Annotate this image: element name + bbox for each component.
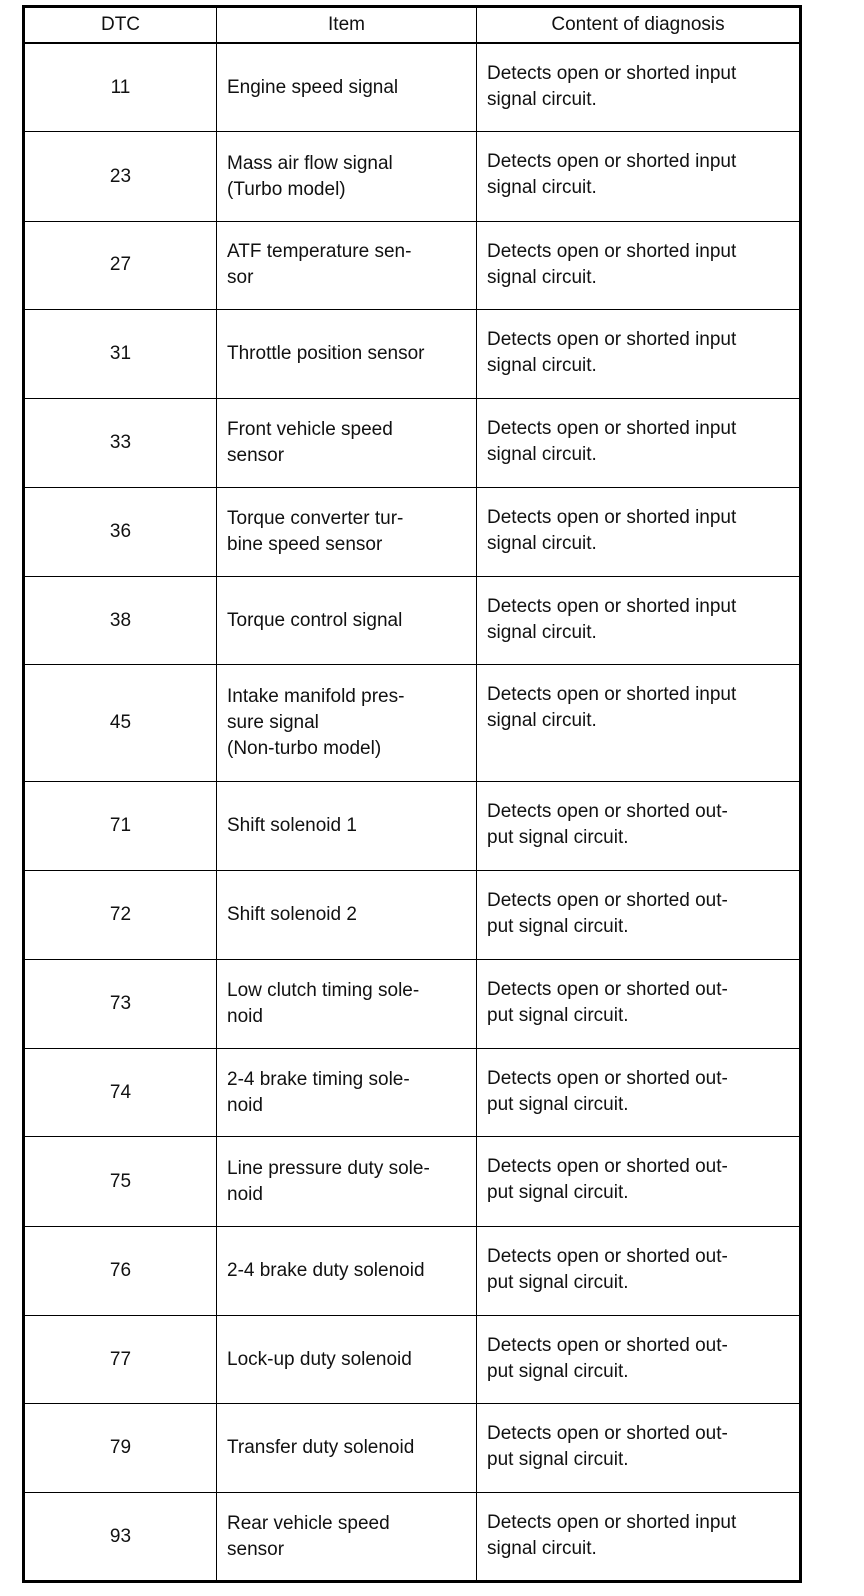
dtc-item: Shift solenoid 1 bbox=[217, 781, 477, 871]
dtc-item: Lock-up duty solenoid bbox=[217, 1315, 477, 1404]
dtc-code: 45 bbox=[24, 665, 217, 781]
dtc-item: Torque converter tur- bine speed sensor bbox=[217, 487, 477, 576]
dtc-content: Detects open or shorted input signal circuit. bbox=[477, 309, 801, 399]
table-header-row bbox=[24, 7, 801, 44]
dtc-code: 76 bbox=[24, 1227, 217, 1316]
dtc-item: ATF temperature sen- sor bbox=[217, 221, 477, 309]
table-row bbox=[24, 221, 801, 309]
dtc-code: 11 bbox=[24, 43, 217, 132]
dtc-code: 77 bbox=[24, 1315, 217, 1404]
dtc-item: Mass air flow signal (Turbo model) bbox=[217, 132, 477, 222]
dtc-code: 31 bbox=[24, 309, 217, 399]
table-row bbox=[24, 665, 801, 781]
dtc-item: 2-4 brake duty solenoid bbox=[217, 1227, 477, 1316]
dtc-item: Rear vehicle speed sensor bbox=[217, 1493, 477, 1582]
dtc-code: 23 bbox=[24, 132, 217, 222]
table-row bbox=[24, 1315, 801, 1404]
dtc-item: Shift solenoid 2 bbox=[217, 871, 477, 960]
dtc-code: 36 bbox=[24, 487, 217, 576]
dtc-item: Torque control signal bbox=[217, 576, 477, 665]
dtc-item: Low clutch timing sole- noid bbox=[217, 959, 477, 1048]
dtc-code: 38 bbox=[24, 576, 217, 665]
dtc-content: Detects open or shorted out- put signal circuit. bbox=[477, 871, 801, 960]
dtc-content: Detects open or shorted input signal circuit. bbox=[477, 1493, 801, 1582]
table-row bbox=[24, 781, 801, 871]
table-row bbox=[24, 871, 801, 960]
dtc-code: 33 bbox=[24, 399, 217, 488]
dtc-item: Transfer duty solenoid bbox=[217, 1404, 477, 1493]
dtc-content: Detects open or shorted out- put signal circuit. bbox=[477, 959, 801, 1048]
table-row bbox=[24, 959, 801, 1048]
table-row bbox=[24, 487, 801, 576]
dtc-code: 74 bbox=[24, 1048, 217, 1137]
dtc-content: Detects open or shorted out- put signal circuit. bbox=[477, 781, 801, 871]
table-row bbox=[24, 132, 801, 222]
dtc-code: 27 bbox=[24, 221, 217, 309]
dtc-item: 2-4 brake timing sole- noid bbox=[217, 1048, 477, 1137]
dtc-code: 93 bbox=[24, 1493, 217, 1582]
table-row bbox=[24, 1048, 801, 1137]
dtc-code: 71 bbox=[24, 781, 217, 871]
dtc-table bbox=[22, 5, 802, 1583]
dtc-content: Detects open or shorted input signal circuit. bbox=[477, 132, 801, 222]
header-item: Item bbox=[217, 7, 477, 44]
header-content: Content of diagnosis bbox=[477, 7, 801, 44]
dtc-code: 79 bbox=[24, 1404, 217, 1493]
dtc-content: Detects open or shorted input signal circuit. bbox=[477, 576, 801, 665]
dtc-item: Throttle position sensor bbox=[217, 309, 477, 399]
dtc-content: Detects open or shorted out- put signal circuit. bbox=[477, 1048, 801, 1137]
dtc-content: Detects open or shorted input signal circuit. bbox=[477, 43, 801, 132]
dtc-content: Detects open or shorted out- put signal circuit. bbox=[477, 1227, 801, 1316]
table-row bbox=[24, 576, 801, 665]
table-row bbox=[24, 309, 801, 399]
dtc-content: Detects open or shorted out- put signal circuit. bbox=[477, 1315, 801, 1404]
dtc-content: Detects open or shorted input signal circuit. bbox=[477, 665, 801, 781]
table-row bbox=[24, 1404, 801, 1493]
dtc-code: 73 bbox=[24, 959, 217, 1048]
table-body bbox=[24, 43, 801, 1582]
table-row bbox=[24, 1137, 801, 1227]
dtc-item: Line pressure duty sole- noid bbox=[217, 1137, 477, 1227]
dtc-content: Detects open or shorted input signal circuit. bbox=[477, 399, 801, 488]
table-row bbox=[24, 1493, 801, 1582]
table-row bbox=[24, 399, 801, 488]
dtc-content: Detects open or shorted out- put signal circuit. bbox=[477, 1404, 801, 1493]
table-row bbox=[24, 1227, 801, 1316]
dtc-item: Intake manifold pres- sure signal (Non-turbo model) bbox=[217, 665, 477, 781]
dtc-code: 75 bbox=[24, 1137, 217, 1227]
header-dtc: DTC bbox=[24, 7, 217, 44]
dtc-content: Detects open or shorted out- put signal circuit. bbox=[477, 1137, 801, 1227]
table-row bbox=[24, 43, 801, 132]
dtc-item: Front vehicle speed sensor bbox=[217, 399, 477, 488]
dtc-code: 72 bbox=[24, 871, 217, 960]
dtc-content: Detects open or shorted input signal circuit. bbox=[477, 487, 801, 576]
dtc-content: Detects open or shorted input signal circuit. bbox=[477, 221, 801, 309]
dtc-item: Engine speed signal bbox=[217, 43, 477, 132]
